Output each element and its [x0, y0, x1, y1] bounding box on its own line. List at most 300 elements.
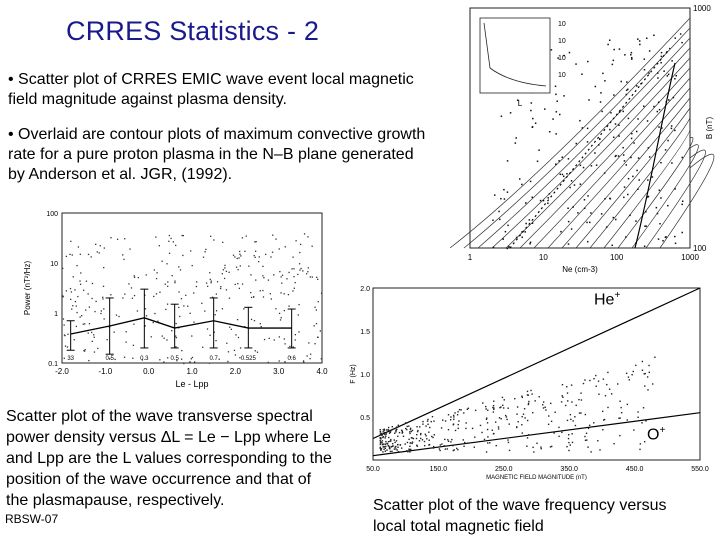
data-point	[601, 213, 603, 215]
data-point	[531, 102, 533, 104]
data-point	[137, 310, 138, 311]
data-point	[411, 431, 412, 432]
data-point	[613, 49, 615, 51]
data-point	[485, 406, 486, 407]
data-point	[292, 257, 293, 258]
data-point	[281, 276, 282, 277]
data-point	[642, 361, 643, 362]
data-point	[396, 440, 397, 441]
b-vs-ne-plot	[440, 0, 720, 278]
inset-tick-label: 10	[558, 21, 566, 28]
data-point	[653, 106, 655, 108]
data-point	[170, 238, 171, 239]
data-point	[542, 404, 543, 405]
data-point	[639, 44, 641, 46]
y-tick-label: 0.1	[48, 361, 58, 368]
data-point	[237, 269, 238, 270]
data-point	[220, 286, 221, 287]
data-point	[316, 309, 317, 310]
point-count-label: 33	[67, 356, 75, 362]
data-point	[402, 432, 403, 433]
data-point	[489, 442, 490, 443]
data-point	[660, 197, 662, 199]
data-point	[568, 158, 569, 160]
data-point	[380, 440, 381, 441]
data-point	[556, 111, 558, 113]
data-point	[629, 215, 631, 217]
data-point	[224, 278, 225, 279]
data-point	[549, 131, 551, 133]
data-point	[580, 412, 581, 413]
data-point	[279, 271, 280, 272]
data-point	[80, 272, 81, 273]
data-point	[581, 399, 582, 400]
data-point	[74, 339, 75, 340]
data-point	[163, 338, 164, 339]
data-point	[125, 341, 126, 342]
data-point	[300, 268, 301, 269]
data-point	[509, 450, 510, 451]
data-point	[128, 283, 129, 284]
data-point	[234, 256, 235, 257]
data-point	[385, 451, 386, 452]
data-point	[303, 362, 304, 363]
data-point	[240, 265, 241, 266]
data-point	[507, 191, 509, 193]
data-point	[383, 436, 384, 437]
data-point	[506, 416, 507, 417]
data-point	[460, 409, 461, 410]
data-point	[682, 200, 684, 202]
data-point	[642, 370, 643, 371]
data-point	[660, 162, 662, 164]
x-tick-label: 2.0	[229, 367, 241, 376]
data-point	[656, 207, 658, 209]
data-point	[412, 441, 413, 442]
data-point	[465, 428, 466, 429]
data-point	[624, 186, 626, 188]
data-point	[645, 420, 646, 421]
data-point	[576, 405, 577, 406]
data-point	[558, 427, 559, 428]
data-point	[538, 149, 540, 151]
data-point	[165, 309, 166, 310]
data-point	[295, 282, 296, 283]
data-point	[628, 376, 629, 377]
data-point	[250, 274, 251, 275]
data-point	[209, 363, 210, 364]
data-point	[307, 271, 308, 272]
data-point	[444, 439, 445, 440]
data-point	[492, 407, 493, 408]
data-point	[390, 451, 391, 452]
data-point	[452, 445, 453, 446]
data-point	[599, 449, 600, 450]
data-point	[129, 248, 130, 249]
data-point	[681, 42, 683, 44]
data-point	[309, 358, 310, 359]
data-point	[187, 306, 188, 307]
point-count-label: 0.6	[287, 356, 296, 362]
data-point	[205, 249, 206, 250]
data-point	[599, 139, 601, 141]
data-point	[667, 140, 669, 142]
point-count-label: 0.5	[105, 356, 114, 362]
data-point	[433, 447, 434, 448]
data-point	[182, 255, 183, 256]
data-point	[674, 236, 676, 238]
data-point	[167, 304, 168, 305]
data-point	[649, 156, 651, 158]
data-point	[475, 410, 476, 411]
data-point	[565, 405, 566, 406]
data-point	[568, 438, 569, 439]
data-point	[417, 446, 418, 447]
data-point	[262, 266, 263, 267]
data-point	[517, 421, 518, 422]
data-point	[396, 449, 397, 450]
data-point	[615, 156, 617, 158]
data-point	[671, 128, 673, 130]
data-point	[570, 444, 571, 445]
data-point	[526, 446, 527, 447]
data-point	[291, 268, 292, 269]
b-vs-ne-svg	[440, 0, 720, 278]
slide-title: CRRES Statistics - 2	[66, 16, 320, 46]
data-point	[631, 52, 633, 54]
data-point	[638, 179, 640, 181]
data-point	[398, 451, 399, 452]
data-point	[454, 449, 455, 450]
data-point	[626, 90, 628, 92]
data-point	[102, 298, 103, 299]
he-plus-label: He+	[594, 290, 621, 309]
data-point	[487, 436, 488, 437]
data-point	[537, 161, 539, 163]
data-point	[569, 187, 571, 189]
frequency-vs-field-plot	[345, 282, 720, 480]
data-point	[590, 451, 591, 452]
data-point	[659, 190, 661, 192]
data-point	[543, 407, 544, 408]
data-point	[261, 326, 262, 327]
data-point	[468, 408, 469, 409]
data-point	[465, 422, 466, 423]
data-point	[207, 286, 208, 287]
data-point	[399, 432, 400, 433]
data-point	[458, 428, 459, 429]
data-point	[552, 118, 554, 120]
data-point	[516, 413, 517, 414]
data-point	[211, 281, 212, 282]
data-point	[609, 389, 610, 390]
data-point	[591, 165, 593, 167]
data-point	[86, 281, 87, 282]
data-point	[306, 355, 307, 356]
data-point	[76, 312, 77, 313]
data-point	[155, 236, 156, 237]
data-point	[531, 393, 532, 394]
x-axis-label: MAGNETIC FIELD MAGNITUDE (nT)	[486, 475, 587, 480]
data-point	[172, 275, 173, 276]
data-point	[442, 419, 443, 420]
data-point	[201, 303, 202, 304]
data-point	[166, 263, 167, 264]
data-point	[118, 316, 119, 317]
data-point	[530, 242, 532, 244]
data-point	[406, 429, 407, 430]
caption-power-plot: Scatter plot of the wave transverse spectral power density versus ΔL = Le − Lpp where Le and Lpp are the L values corresponding to the position of the wave occurrence and that of the plasmapause, respectively.	[6, 408, 332, 509]
data-point	[409, 446, 410, 447]
data-point	[494, 194, 496, 196]
data-point	[506, 419, 507, 420]
data-point	[631, 57, 633, 59]
data-point	[580, 392, 581, 393]
data-point	[80, 284, 81, 285]
data-point	[574, 416, 575, 417]
data-point	[458, 420, 459, 421]
data-point	[568, 450, 569, 451]
data-point	[671, 60, 673, 62]
data-point	[395, 430, 396, 431]
data-point	[284, 293, 285, 294]
power-vs-dl-plot	[0, 195, 330, 395]
data-point	[390, 439, 391, 440]
data-point	[500, 418, 501, 419]
data-point	[392, 443, 393, 444]
data-point	[463, 446, 464, 447]
data-point	[190, 313, 191, 314]
data-point	[524, 408, 525, 409]
data-point	[391, 446, 392, 447]
data-point	[572, 206, 574, 208]
data-point	[605, 395, 606, 396]
data-point	[584, 208, 586, 210]
data-point	[628, 118, 630, 120]
y-axis-label: B (nT)	[705, 116, 714, 140]
data-point	[427, 424, 428, 425]
data-point	[239, 288, 240, 289]
data-point	[181, 350, 182, 351]
data-point	[293, 276, 294, 277]
data-point	[493, 405, 494, 406]
data-point	[474, 436, 475, 437]
x-axis-label: Le - Lpp	[175, 379, 209, 389]
data-point	[659, 223, 661, 225]
data-point	[568, 221, 570, 223]
data-point	[251, 297, 252, 298]
data-point	[508, 408, 509, 409]
data-point	[400, 444, 401, 445]
data-point	[682, 157, 684, 159]
data-point	[567, 207, 569, 209]
data-point	[595, 375, 596, 376]
data-point	[240, 255, 241, 256]
data-point	[407, 442, 408, 443]
data-point	[427, 419, 428, 420]
data-point	[611, 245, 613, 247]
x-tick-label: 100	[609, 253, 624, 262]
data-point	[64, 358, 65, 359]
data-point	[593, 422, 594, 423]
bullet-scatter-description: • Scatter plot of CRRES EMIC wave event local magnetic field magnitude against plasma density.	[8, 71, 414, 108]
data-point	[629, 379, 630, 380]
data-point	[91, 298, 92, 299]
data-point	[408, 439, 409, 440]
data-point	[295, 339, 296, 340]
data-point	[215, 340, 216, 341]
data-point	[156, 293, 157, 294]
data-point	[674, 130, 676, 132]
data-point	[598, 144, 600, 146]
data-point	[639, 449, 640, 450]
data-point	[239, 254, 240, 255]
inset-tick-label: 10	[558, 38, 566, 45]
data-point	[91, 332, 92, 333]
data-point	[543, 401, 544, 402]
data-point	[623, 197, 625, 199]
data-point	[183, 363, 184, 364]
data-point	[560, 231, 562, 233]
data-point	[502, 238, 504, 240]
data-point	[233, 255, 234, 256]
data-point	[532, 118, 534, 120]
data-point	[532, 447, 533, 448]
data-point	[633, 142, 635, 144]
data-point	[551, 446, 552, 447]
data-point	[224, 265, 225, 266]
data-point	[595, 86, 597, 88]
data-point	[550, 446, 551, 447]
data-point	[103, 286, 104, 287]
data-point	[88, 293, 89, 294]
data-point	[79, 280, 80, 281]
data-point	[206, 282, 207, 283]
data-point	[265, 254, 266, 255]
data-point	[228, 351, 229, 352]
data-point	[593, 378, 594, 379]
data-point	[493, 411, 494, 412]
mean-line	[71, 318, 292, 334]
data-point	[304, 233, 305, 234]
data-point	[306, 273, 307, 274]
data-point	[313, 325, 314, 326]
x-tick-label: -1.0	[98, 367, 113, 376]
data-point	[582, 127, 584, 129]
data-point	[384, 429, 385, 430]
data-point	[394, 433, 395, 434]
data-point	[175, 346, 176, 347]
data-point	[644, 373, 645, 374]
data-point	[93, 334, 94, 335]
data-point	[78, 246, 79, 247]
data-point	[505, 231, 507, 233]
data-point	[154, 269, 155, 270]
data-point	[585, 414, 586, 415]
data-point	[571, 433, 572, 434]
data-point	[70, 299, 71, 300]
data-point	[571, 228, 573, 230]
data-point	[281, 283, 282, 284]
data-point	[657, 111, 659, 113]
data-point	[409, 451, 410, 452]
data-point	[411, 443, 412, 444]
data-point	[298, 304, 299, 305]
data-point	[613, 443, 614, 444]
data-point	[587, 128, 589, 130]
data-point	[381, 435, 382, 436]
data-point	[134, 277, 135, 278]
data-point	[532, 127, 534, 128]
data-point	[153, 296, 154, 297]
data-point	[300, 244, 301, 245]
data-point	[100, 313, 101, 314]
data-point	[425, 435, 426, 436]
data-point	[594, 152, 596, 154]
data-point	[456, 448, 457, 449]
data-point	[556, 101, 558, 103]
data-point	[627, 419, 628, 420]
data-point	[527, 391, 528, 392]
data-point	[555, 94, 557, 96]
data-point	[424, 445, 425, 446]
data-point	[159, 245, 160, 246]
data-point	[289, 346, 290, 347]
data-point	[92, 341, 93, 342]
data-point	[502, 405, 503, 406]
data-point	[89, 306, 90, 307]
data-point	[567, 400, 568, 401]
data-point	[270, 256, 271, 257]
x-tick-label: 1	[467, 253, 473, 262]
data-point	[575, 63, 577, 65]
data-point	[493, 401, 494, 402]
data-point	[133, 345, 134, 346]
data-point	[561, 432, 562, 433]
data-point	[178, 266, 179, 267]
data-point	[547, 203, 549, 205]
data-point	[397, 436, 398, 437]
data-point	[551, 49, 553, 51]
contour-line	[562, 98, 690, 248]
data-point	[318, 301, 319, 302]
data-point	[453, 416, 454, 417]
data-point	[146, 274, 147, 275]
data-point	[210, 279, 211, 280]
data-point	[320, 330, 321, 331]
data-point	[453, 415, 454, 416]
data-point	[584, 379, 585, 380]
data-point	[122, 297, 123, 298]
data-point	[626, 373, 627, 374]
point-count-label: 0.7	[209, 356, 218, 362]
data-point	[644, 69, 646, 71]
data-point	[183, 305, 184, 306]
data-point	[453, 419, 454, 420]
data-point	[584, 199, 586, 201]
data-point	[288, 305, 289, 306]
data-point	[580, 165, 582, 167]
data-point	[643, 106, 645, 108]
data-point	[485, 408, 486, 409]
data-point	[284, 343, 285, 344]
x-tick-label: -2.0	[55, 367, 69, 376]
data-point	[445, 448, 446, 449]
caption-frequency-plot: Scatter plot of the wave frequency versus local total magnetic field	[373, 497, 667, 535]
y-tick-label: 1	[54, 311, 58, 318]
y-tick-label: 100	[693, 244, 707, 253]
data-point	[668, 74, 670, 76]
